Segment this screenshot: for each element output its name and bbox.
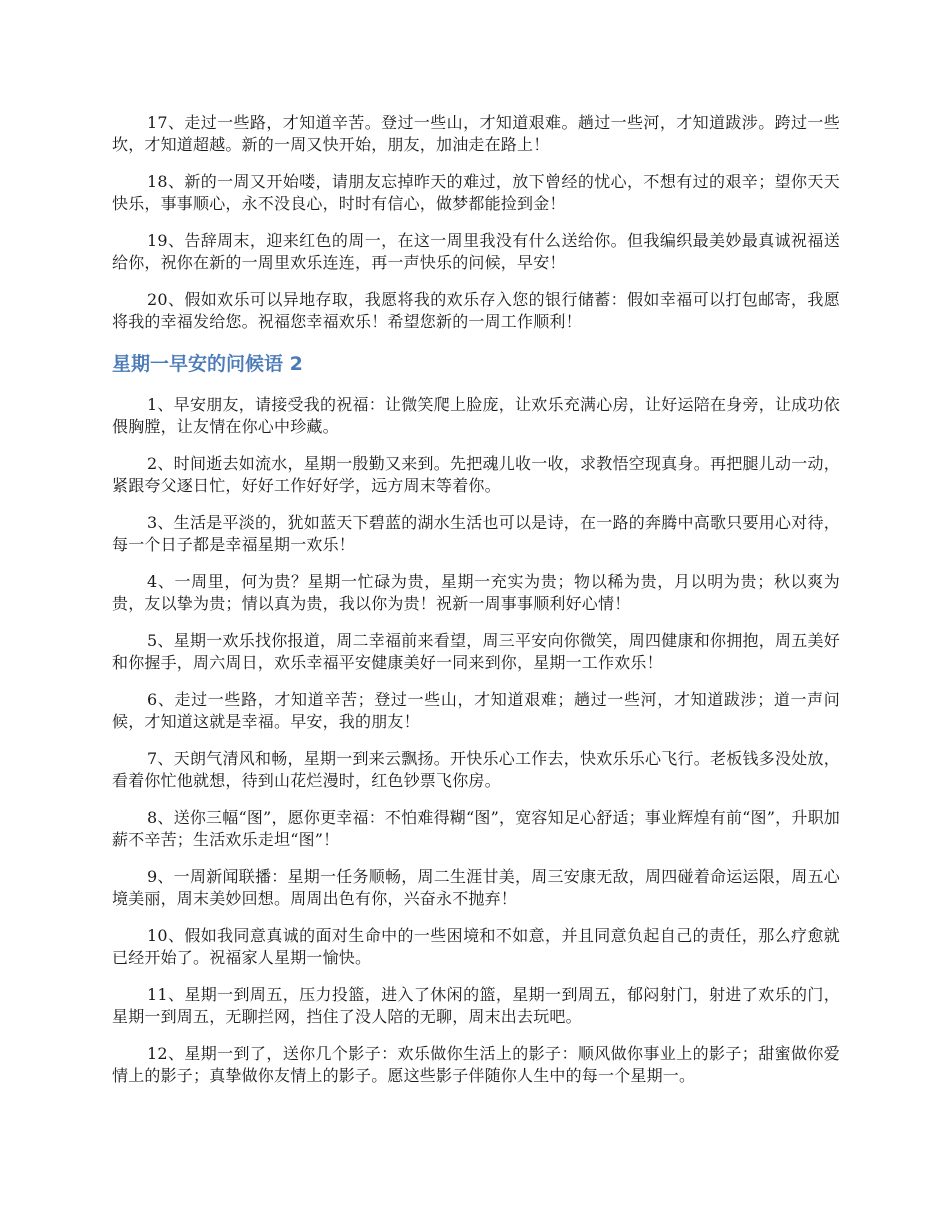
paragraph-7: 7、天朗气清风和畅，星期一到来云飘扬。开快乐心工作去，快欢乐乐心飞行。老板钱多没处放，看着你忙他就想，待到山花烂漫时，红色钞票飞你房。 <box>112 749 840 790</box>
paragraph-18: 18、新的一周又开始喽，请朋友忘掉昨天的难过，放下曾经的忧心，不想有过的艰辛；望你天天快乐，事事顺心，永不没良心，时时有信心，做梦都能捡到金！ <box>112 172 840 213</box>
section-heading: 星期一早安的问候语 2 <box>112 353 303 375</box>
paragraph-17: 17、走过一些路，才知道辛苦。登过一些山，才知道艰难。趟过一些河，才知道跋涉。跨过一些坎，才知道超越。新的一周又快开始，朋友，加油走在路上！ <box>112 113 840 154</box>
paragraph-3: 3、生活是平淡的，犹如蓝天下碧蓝的湖水生活也可以是诗，在一路的奔腾中高歌只要用心对待，每一个日子都是幸福星期一欢乐！ <box>112 513 840 554</box>
paragraph-10: 10、假如我同意真诚的面对生命中的一些困境和不如意，并且同意负起自己的责任，那么疗愈就已经开始了。祝福家人星期一愉快。 <box>112 926 840 967</box>
paragraph-20: 20、假如欢乐可以异地存取，我愿将我的欢乐存入您的银行储蓄：假如幸福可以打包邮寄，我愿将我的幸福发给您。祝福您幸福欢乐！希望您新的一周工作顺利！ <box>112 290 840 331</box>
paragraph-6: 6、走过一些路，才知道辛苦；登过一些山，才知道艰难；趟过一些河，才知道跋涉；道一声问候，才知道这就是幸福。早安，我的朋友！ <box>112 690 840 731</box>
paragraph-12: 12、星期一到了，送你几个影子：欢乐做你生活上的影子：顺风做你事业上的影子；甜蜜做你爱情上的影子；真挚做你友情上的影子。愿这些影子伴随你人生中的每一个星期一。 <box>112 1044 840 1085</box>
paragraph-9: 9、一周新闻联播：星期一任务顺畅，周二生涯甘美，周三安康无敌，周四碰着命运运限，周五心境美丽，周末美妙回想。周周出色有你，兴奋永不抛弃！ <box>112 867 840 908</box>
paragraph-2: 2、时间逝去如流水，星期一殷勤又来到。先把魂儿收一收，求教悟空现真身。再把腿儿动一动，紧跟夸父逐日忙，好好工作好好学，远方周末等着你。 <box>112 454 840 495</box>
paragraph-8: 8、送你三幅“图”，愿你更幸福：不怕难得糊“图”，宽容知足心舒适；事业辉煌有前“图”，升职加薪不辛苦；生活欢乐走坦“图”！ <box>112 808 840 849</box>
paragraph-11: 11、星期一到周五，压力投篮，进入了休闲的篮，星期一到周五，郁闷射门，射进了欢乐的门，星期一到周五，无聊拦网，挡住了没人陪的无聊，周末出去玩吧。 <box>112 985 840 1026</box>
paragraph-4: 4、一周里，何为贵？星期一忙碌为贵，星期一充实为贵；物以稀为贵，月以明为贵；秋以爽为贵，友以挚为贵；情以真为贵，我以你为贵！祝新一周事事顺利好心情！ <box>112 572 840 613</box>
paragraph-19: 19、告辞周末，迎来红色的周一，在这一周里我没有什么送给你。但我编织最美妙最真诚祝福送给你，祝你在新的一周里欢乐连连，再一声快乐的问候，早安！ <box>112 231 840 272</box>
document-page <box>112 112 840 1102</box>
paragraph-5: 5、星期一欢乐找你报道，周二幸福前来看望，周三平安向你微笑，周四健康和你拥抱，周五美好和你握手，周六周日，欢乐幸福平安健康美好一同来到你，星期一工作欢乐！ <box>112 631 840 672</box>
paragraph-1: 1、早安朋友，请接受我的祝福：让微笑爬上脸庞，让欢乐充满心房，让好运陪在身旁，让成功依偎胸膛，让友情在你心中珍藏。 <box>112 395 840 436</box>
